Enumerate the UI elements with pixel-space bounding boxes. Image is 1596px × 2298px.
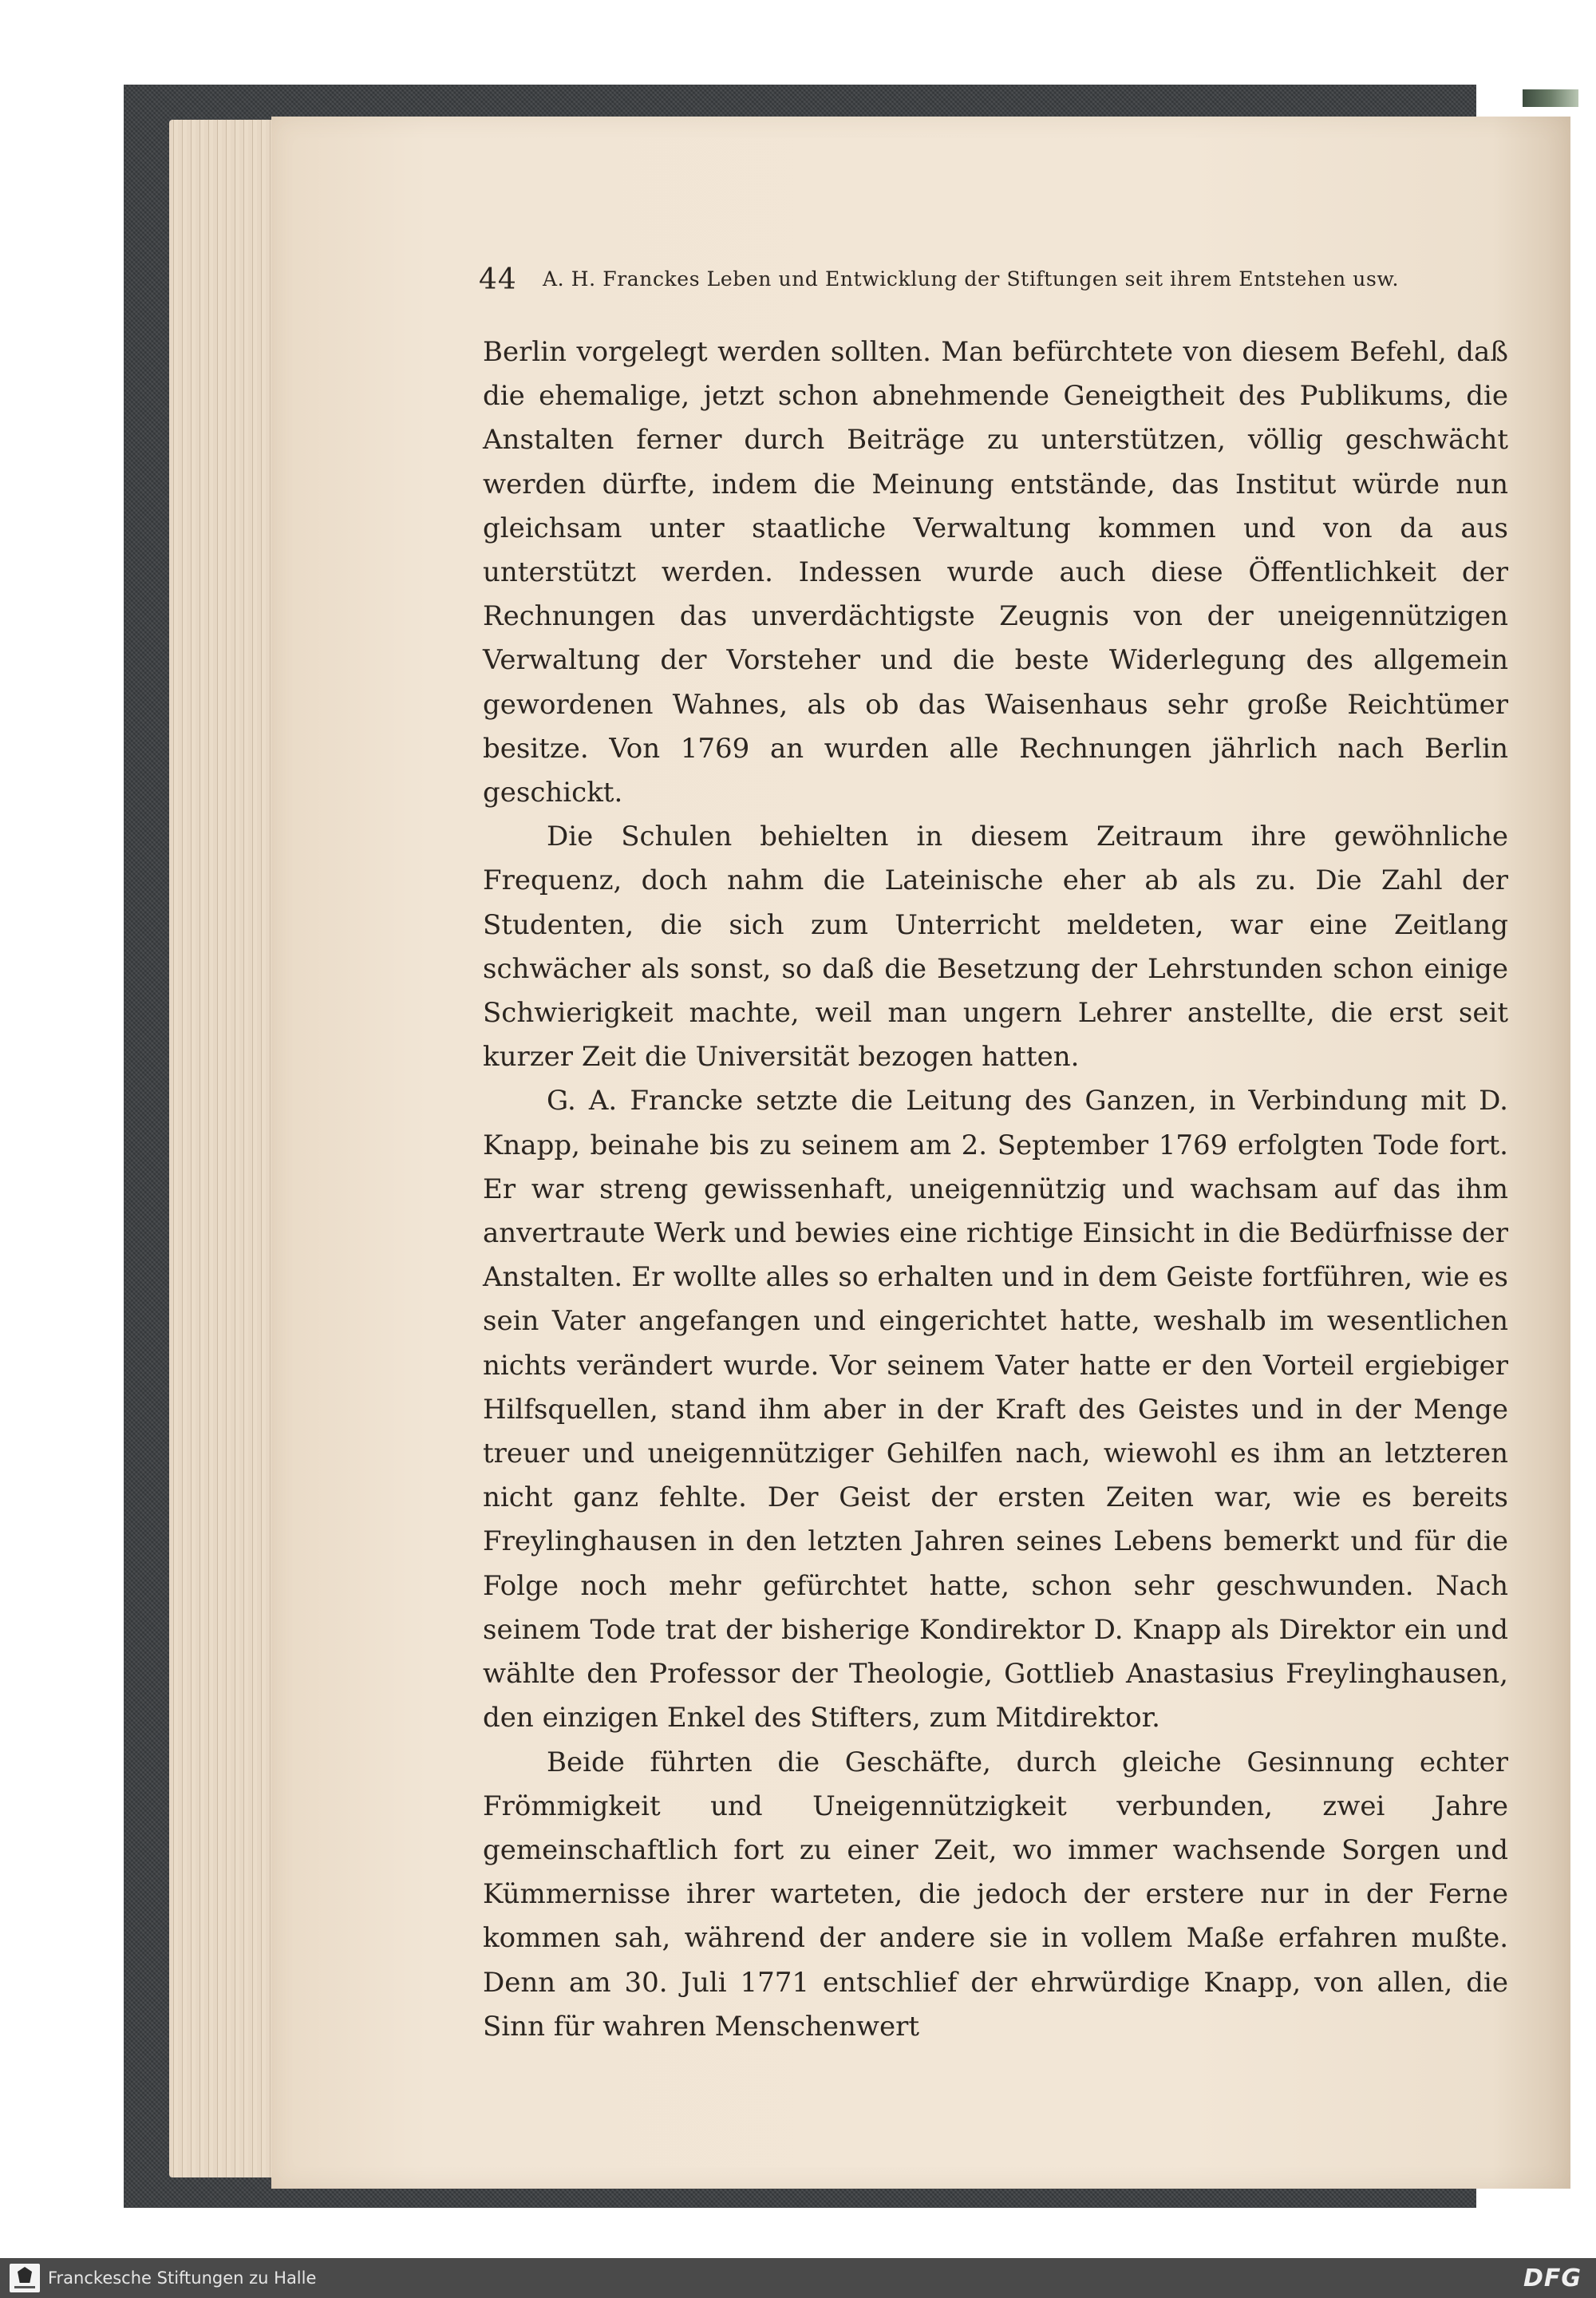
page-number: 44 bbox=[479, 263, 517, 296]
footer-institution: Franckesche Stiftungen zu Halle bbox=[48, 2268, 317, 2288]
page-header bbox=[479, 263, 1436, 303]
dfg-logo: DFG bbox=[1523, 2264, 1582, 2292]
institution-logo-icon bbox=[10, 2264, 40, 2292]
paragraph: Die Schulen behielten in diesem Zeitraum ihre gewöhnliche Frequenz, doch nahm die Lateinische eher ab als zu. Die Zahl der Studenten, die sich zum Unterricht meldeten, war eine Zeitlang schwächer als sonst, so daß die Besetzung der Lehrstunden schon einige Schwierigkeit machte, weil man ungern Lehrer anstellte, die erst seit kurzer Zeit die Universität bezogen hatten. bbox=[483, 821, 1508, 1074]
paragraph: Beide führten die Geschäfte, durch gleiche Gesinnung echter Frömmigkeit und Uneigennützigkeit verbunden, zwei Jahre gemeinschaftlich fort zu einer Zeit, wo immer wachsende Sorgen und Kümmernisse ihrer warteten, die jedoch der erstere nur in der Ferne kommen sah, während der andere sie in vollem Maße erfahren mußte. Denn am 30. Juli 1771 entschlief der ehrwürdige Knapp, von allen, die Sinn für wahren Menschenwert bbox=[483, 1746, 1508, 2043]
paragraph: Berlin vorgelegt werden sollten. Man befürchtete von diesem Befehl, daß die ehemalige, jetzt schon abnehmende Geneigtheit des Publikums, die Anstalten ferner durch Beiträge zu unterstützen, völlig geschwächt werden dürfte, indem die Meinung entstände, das Institut würde nun gleichsam unter staatliche Verwaltung kommen und von da aus unterstützt werden. Indessen wurde auch diese Öffentlichkeit der Rechnungen das unverdächtigste Zeugnis von der uneigennützigen Verwaltung der Vorsteher und die beste Widerlegung des allgemein gewordenen Wahnes, als ob das Waisenhaus sehr große Reichtümer besitze. Von 1769 an wurden alle Rechnungen jährlich nach Berlin geschickt. bbox=[483, 336, 1508, 809]
page-edges bbox=[169, 120, 281, 2177]
paragraph: G. A. Francke setzte die Leitung des Ganzen, in Verbindung mit D. Knapp, beinahe bis zu seinem am 2. September 1769 erfolgten Tode fort. Er war streng gewissenhaft, uneigennützig und wachsam auf das ihm anvertraute Werk und bewies eine richtige Einsicht in die Bedürfnisse der Anstalten. Er wollte alles so erhalten und in dem Geiste fortführen, wie es sein Vater angefangen und eingerichtet hatte, weshalb im wesentlichen nichts verändert wurde. Vor seinem Vater hatte er den Vorteil ergiebiger Hilfsquellen, stand ihm aber in der Kraft des Geistes und in der Menge treuer und uneigennütziger Gehilfen nach, wiewohl es ihm an letzteren nicht ganz fehlte. Der Geist der ersten Zeiten war, wie es bereits Freylinghausen in den letzten Jahren seines Lebens bemerkt und für die Folge noch mehr gefürchtet hatte, schon sehr geschwunden. Nach seinem Tode trat der bisherige Kondirektor D. Knapp als Direktor ein und wählte den Professor der Theologie, Gottlieb Anastasius Freylinghausen, den einzigen Enkel des Stifters, zum Mitdirektor. bbox=[483, 1085, 1508, 1734]
body-text bbox=[483, 330, 1508, 2049]
running-title: A. H. Franckes Leben und Entwicklung der Stiftungen seit ihrem Entstehen usw. bbox=[543, 267, 1399, 291]
viewer-footer bbox=[0, 2258, 1596, 2298]
book-spine-edge bbox=[1523, 89, 1578, 107]
